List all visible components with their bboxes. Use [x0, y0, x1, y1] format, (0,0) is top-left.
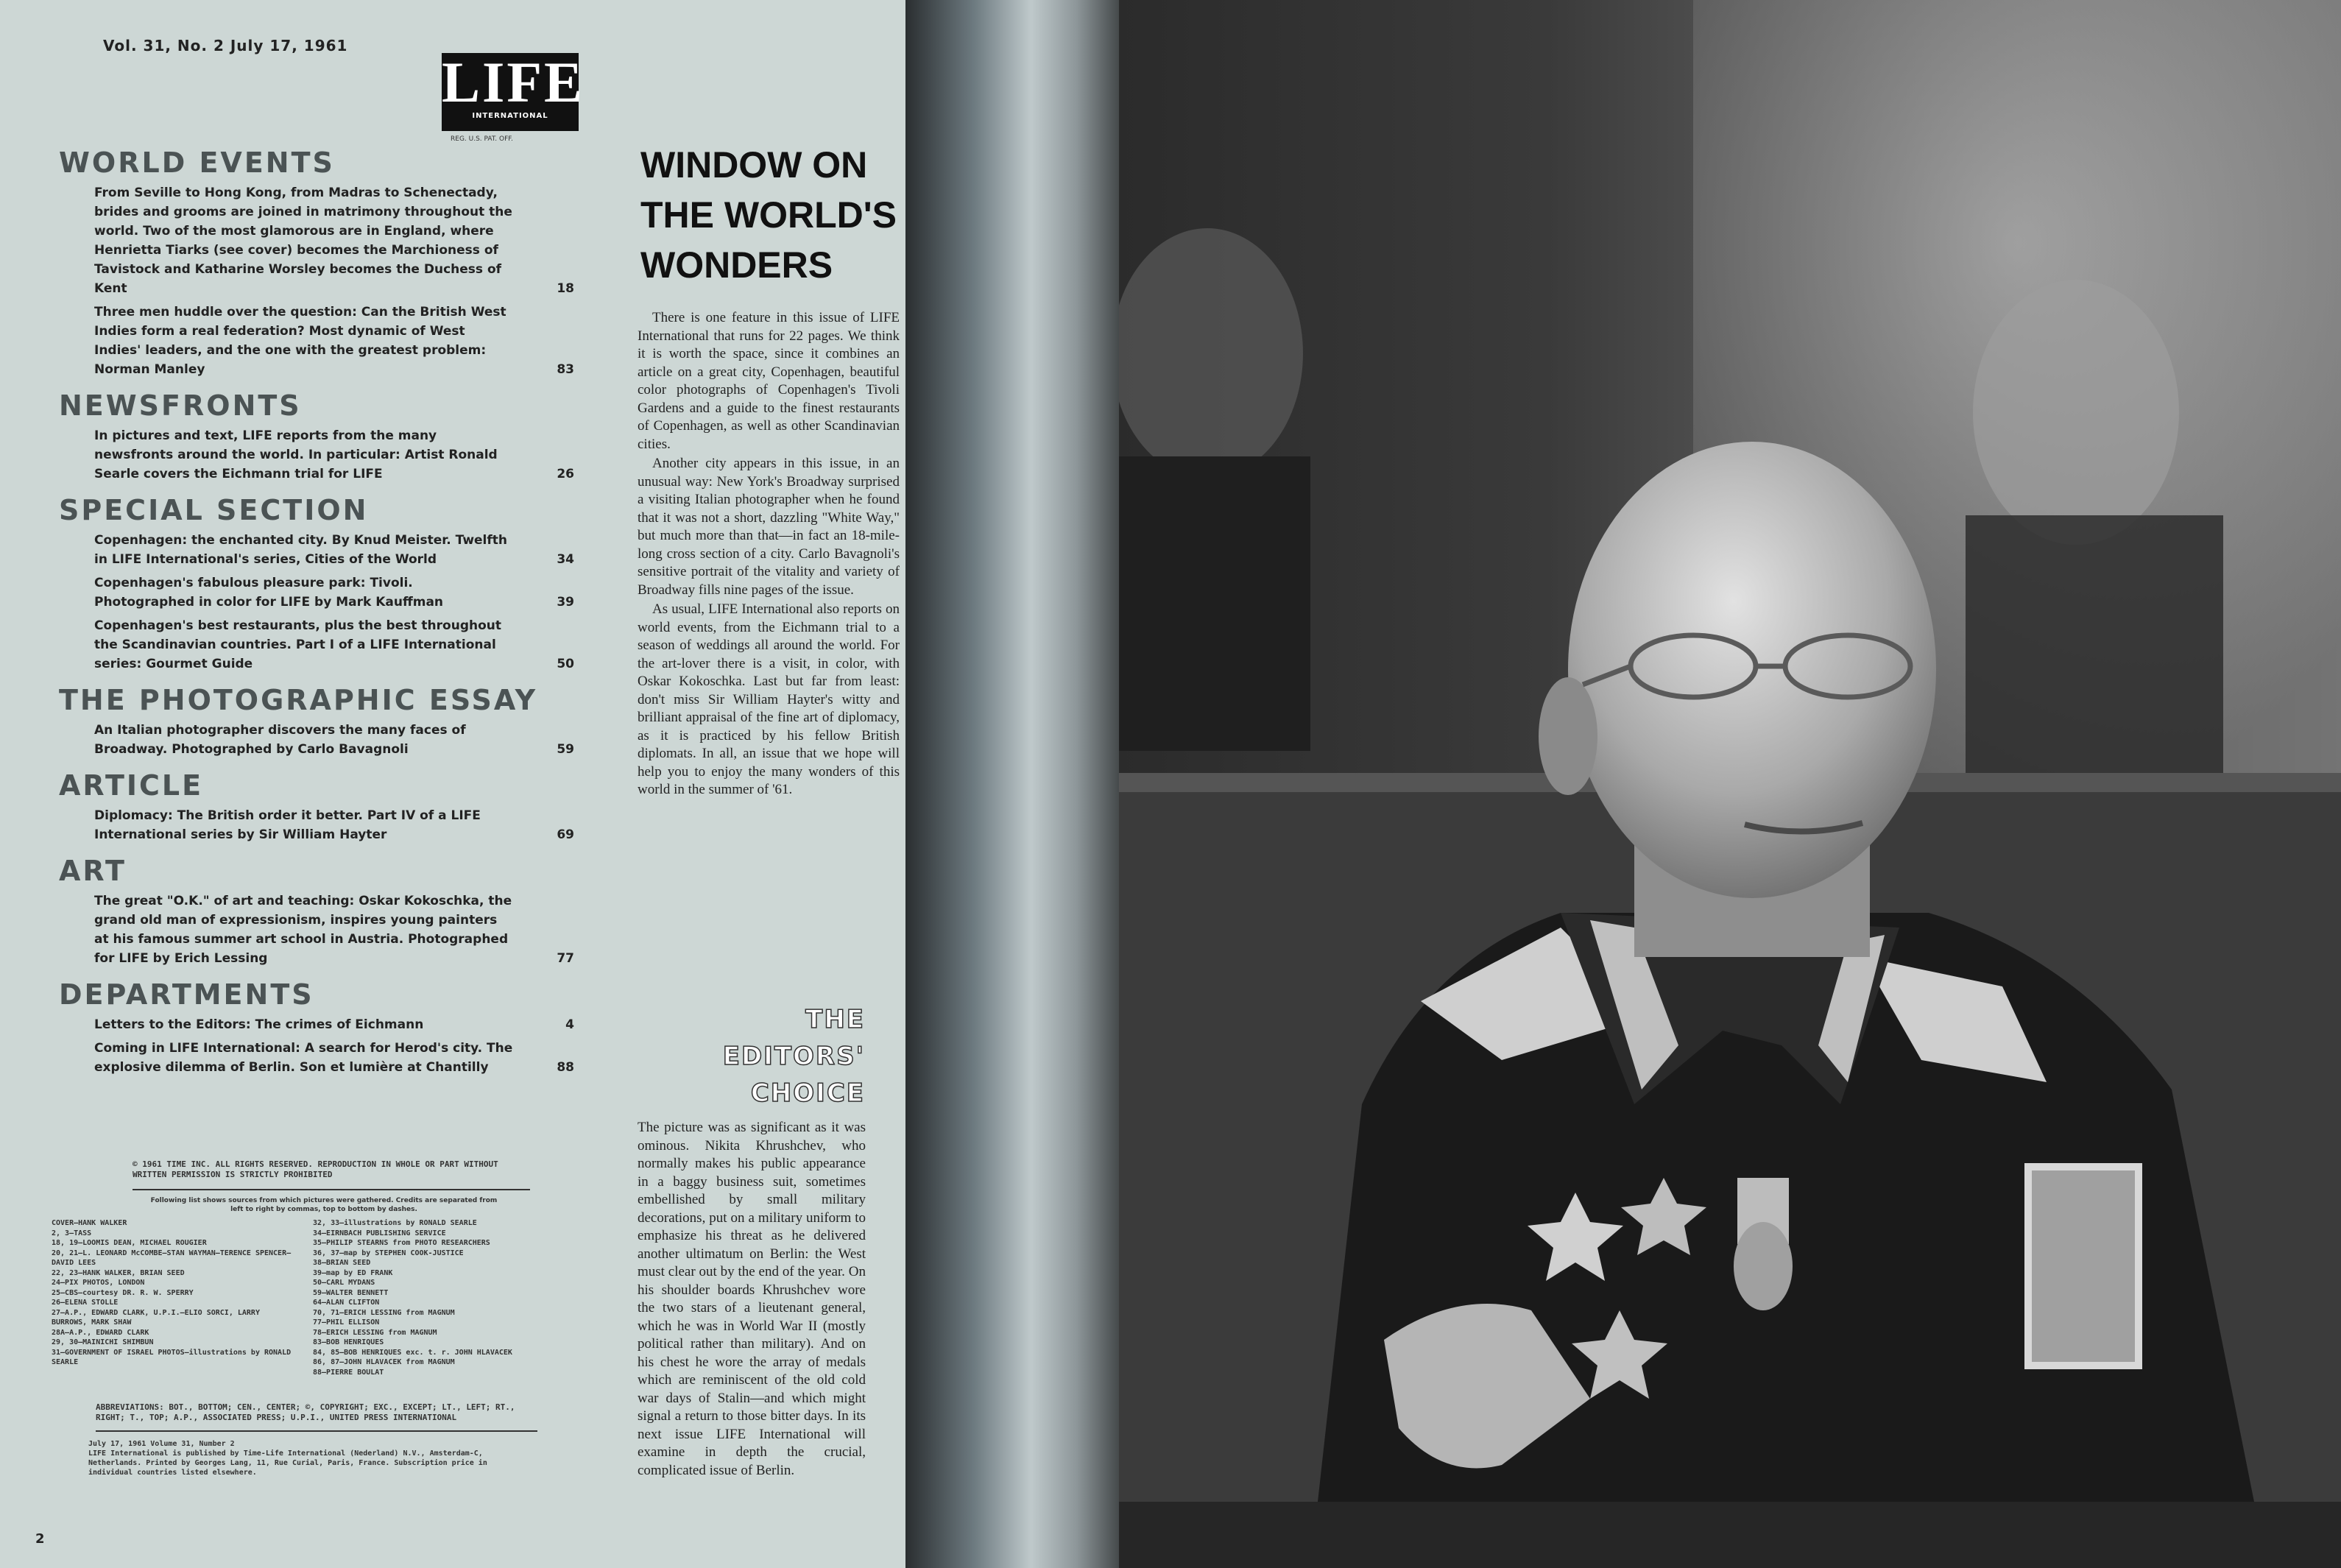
toc-entry-text: Three men huddle over the question: Can the British West Indies form a real federation? Most dynamic of West Indies' leaders, and the one with the greatest problem: Norman Manley	[94, 305, 506, 377]
abbreviations: ABBREVIATIONS: BOT., BOTTOM; CEN., CENTER; ©, COPYRIGHT; EXC., EXCEPT; LT., LEFT; RT., RIGHT; T., TOP; A.P., ASSOCIATED PRESS; U.P.I., UNITED PRESS INTERNATIONAL	[96, 1402, 537, 1432]
picture-credits	[52, 1218, 559, 1377]
toc-entry	[94, 721, 574, 759]
editorial-paragraph: There is one feature in this issue of LIFE International that runs for 22 pages. We think it is worth the space, since it combines an article on a great city, Copenhagen, beautiful color photographs of Copenhagen's Tivoli Gardens and a guide to the finest restaurants of Copenhagen, as well as other Scandinavian cities.	[638, 310, 900, 452]
editorial-paragraph: As usual, LIFE International also reports on world events, from the Eichmann trial to a season of weddings all around the world. For the art-lover there is a visit, in color, with Oskar Kokoschka. Last but far from least: don't miss Sir William Hayter's witty and brilliant appraisal of the fine art of diplomacy, as it is practiced by his fellow British diplomats. In all, an issue that we hope will help you to enjoy the many wonders of this world in the summer of '61.	[638, 601, 900, 797]
editors-choice-body	[638, 1119, 866, 1480]
logo-subtitle: INTERNATIONAL	[472, 112, 548, 120]
editorial-title: WINDOW ON THE WORLD'S WONDERS	[640, 144, 897, 286]
toc-entry-page: 59	[557, 742, 574, 757]
khrushchev-photo	[1119, 0, 2341, 1568]
toc-entry-text: Diplomacy: The British order it better. Part IV of a LIFE International series by Sir William Hayter	[94, 808, 481, 842]
left-page	[0, 0, 950, 1568]
right-page-photo	[1119, 0, 2341, 1568]
trademark-note: REG. U.S. PAT. OFF.	[451, 135, 513, 143]
toc-entry-page: 18	[557, 281, 574, 296]
toc-section-heading: SPECIAL SECTION	[59, 494, 369, 526]
toc-entry-page: 88	[557, 1060, 574, 1075]
toc-entry	[94, 891, 574, 968]
toc-entry	[94, 1039, 574, 1077]
toc-entry-page: 50	[557, 657, 574, 671]
toc-entry-page: 34	[557, 552, 574, 567]
imprint: July 17, 1961 Volume 31, Number 2 LIFE International is published by Time-Life International (Nederland) N.V., Amsterdam-C, Netherlands. Printed by Georges Lang, 11, Rue Curial, Paris, France. Subscription price in individual countries listed elsewhere.	[88, 1440, 487, 1477]
editorial-paragraph: Another city appears in this issue, in an unusual way: New York's Broadway surprised a visiting Italian photographer when he found that it was not a short, dazzling "White Way," but much more than that—in fact an 18-mile-long cross section of a city. Carlo Bavagnoli's sensitive portrait of the vitality and variety of Broadway fills nine pages of the issue.	[638, 456, 900, 598]
toc-entry	[94, 426, 574, 484]
toc-entry-page: 26	[557, 467, 574, 481]
editors-choice-text: The picture was as significant as it was ominous. Nikita Khrushchev, who normally makes his public appearance in a baggy business suit, sometimes embellished by small military decorations, put on a military uniform to emphasize his threat as he delivered another ultimatum on Berlin: the West must clear out by the end of the year. On his shoulder boards Khrushchev wore the two stars of a lieutenant general, which he was in World War II (mostly political rather than military). And on his chest he wore the array of medals which are reminiscent of the old cold war days of Stalin—and which might signal a return to those bitter days. In its next issue LIFE International will examine in depth the crucial, complicated issue of Berlin.	[638, 1120, 866, 1478]
credits-intro: Following list shows sources from which pictures were gathered. Credits are separated from left to right by commas, top to bottom by dashes.	[150, 1197, 498, 1213]
credits-column: 32, 33—illustrations by RONALD SEARLE 34—EIRNBACH PUBLISHING SERVICE 35—PHILIP STEARNS from PHOTO RESEARCHERS 36, 37—map by STEPHEN COOK-JUSTICE 38—BRIAN SEED 39—map by ED FRANK 50—CARL MYDANS 59—WALTER BENNETT 64—ALAN CLIFTON 70, 71—ERICH LESSING from MAGNUM 77—PHIL ELLISON 78—ERICH LESSING from MAGNUM 83—BOB HENRIQUES 84, 85—BOB HENRIQUES exc. t. r. JOHN HLAVACEK 86, 87—JOHN HLAVACEK from MAGNUM 88—PIERRE BOULAT	[313, 1219, 512, 1377]
table-of-contents	[59, 136, 574, 1081]
toc-entry	[94, 531, 574, 569]
toc-section-heading: ART	[59, 855, 127, 887]
toc-section-heading: DEPARTMENTS	[59, 978, 314, 1011]
toc-entry-text: The great "O.K." of art and teaching: Oskar Kokoschka, the grand old man of expressionism, inspires young painters at his famous summer art school in Austria. Photographed for LIFE by Erich Lessing	[94, 894, 512, 966]
copyright-notice: © 1961 TIME INC. ALL RIGHTS RESERVED. REPRODUCTION IN WHOLE OR PART WITHOUT WRITTEN PERMISSION IS STRICTLY PROHIBITED	[133, 1159, 530, 1190]
editors-choice-heading: THE EDITORS' CHOICE	[722, 1005, 865, 1108]
editorial-body	[638, 309, 900, 801]
toc-section-heading: WORLD EVENTS	[59, 146, 335, 179]
toc-entry-page: 69	[557, 827, 574, 842]
toc-entry-page: 39	[557, 595, 574, 610]
toc-entry-text: Copenhagen's fabulous pleasure park: Tivoli. Photographed in color for LIFE by Mark Kauffman	[94, 576, 444, 610]
toc-section-heading: NEWSFRONTS	[59, 389, 302, 422]
toc-entry	[94, 616, 574, 674]
toc-entry	[94, 1015, 574, 1034]
toc-entry-text: Copenhagen's best restaurants, plus the best throughout the Scandinavian countries. Part I of a LIFE International series: Gourmet Guide	[94, 618, 501, 671]
toc-entry	[94, 806, 574, 844]
toc-entry	[94, 303, 574, 379]
toc-entry-text: Coming in LIFE International: A search for Herod's city. The explosive dilemma of Berlin. Son et lumière at Chantilly	[94, 1041, 513, 1075]
toc-section-heading: THE PHOTOGRAPHIC ESSAY	[59, 684, 538, 716]
toc-entry	[94, 183, 574, 298]
page-number: 2	[35, 1531, 45, 1547]
toc-entry-text: In pictures and text, LIFE reports from the many newsfronts around the world. In particular: Artist Ronald Searle covers the Eichmann trial for LIFE	[94, 428, 498, 481]
life-logo	[442, 50, 585, 131]
toc-entry-text: An Italian photographer discovers the many faces of Broadway. Photographed by Carlo Bavagnoli	[94, 723, 466, 757]
toc-entry-page: 4	[565, 1017, 574, 1032]
toc-entry-text: From Seville to Hong Kong, from Madras to Schenectady, brides and grooms are joined in matrimony throughout the world. Two of the most glamorous are in England, where Henrietta Tiarks (see cover) becomes the Marchioness of Tavistock and Katharine Worsley becomes the Duchess of Kent	[94, 186, 512, 296]
toc-entry-text: Letters to the Editors: The crimes of Eichmann	[94, 1017, 424, 1032]
credits-column: COVER—HANK WALKER 2, 3—TASS 18, 19—LOOMIS DEAN, MICHAEL ROUGIER 20, 21—L. LEONARD McCOMBE—STAN WAYMAN—TERENCE SPENCER—DAVID LEES 22, 23—HANK WALKER, BRIAN SEED 24—PIX PHOTOS, LONDON 25—CBS—courtesy DR. R. W. SPERRY 26—ELENA STOLLE 27—A.P., EDWARD CLARK, U.P.I.—ELIO SORCI, LARRY BURROWS, MARK SHAW 28A—A.P., EDWARD CLARK 29, 30—MAINICHI SHIMBUN 31—GOVERNMENT OF ISRAEL PHOTOS—illustrations by RONALD SEARLE	[52, 1219, 292, 1366]
toc-entry-page: 77	[557, 951, 574, 966]
toc-entry-page: 83	[557, 362, 574, 377]
toc-entry	[94, 573, 574, 612]
logo-wordmark: LIFE	[442, 50, 585, 114]
issue-line: Vol. 31, No. 2 July 17, 1961	[103, 37, 348, 54]
page-gutter	[905, 0, 1134, 1568]
toc-entry-text: Copenhagen: the enchanted city. By Knud Meister. Twelfth in LIFE International's series, Cities of the World	[94, 533, 508, 567]
toc-section-heading: ARTICLE	[59, 769, 204, 802]
